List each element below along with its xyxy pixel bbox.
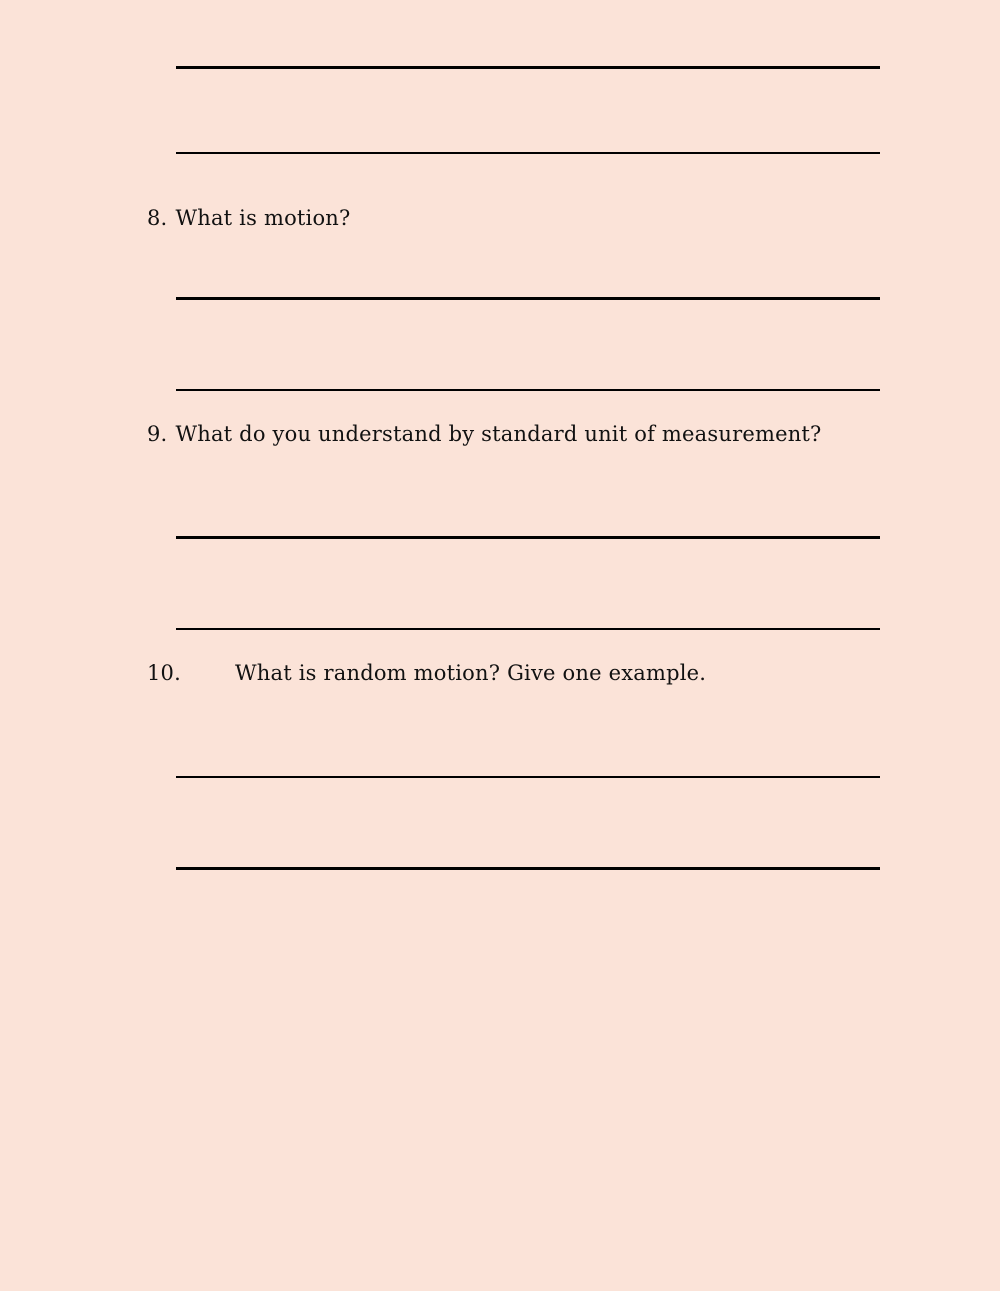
question-number: 8. [147,206,168,230]
question-number: 10. [147,661,181,685]
question-8 [147,205,351,231]
answer-line [176,152,880,154]
answer-line [176,536,880,539]
answer-line [176,628,880,630]
question-text: What do you understand by standard unit of measurement? [175,422,822,446]
answer-line [176,389,880,391]
question-text: What is random motion? Give one example. [235,661,707,685]
question-10 [147,660,706,686]
answer-line [176,297,880,300]
question-text: What is motion? [175,206,351,230]
question-9 [147,421,822,447]
question-number: 9. [147,422,168,446]
answer-line [176,776,880,778]
answer-line [176,867,880,870]
answer-line [176,66,880,69]
